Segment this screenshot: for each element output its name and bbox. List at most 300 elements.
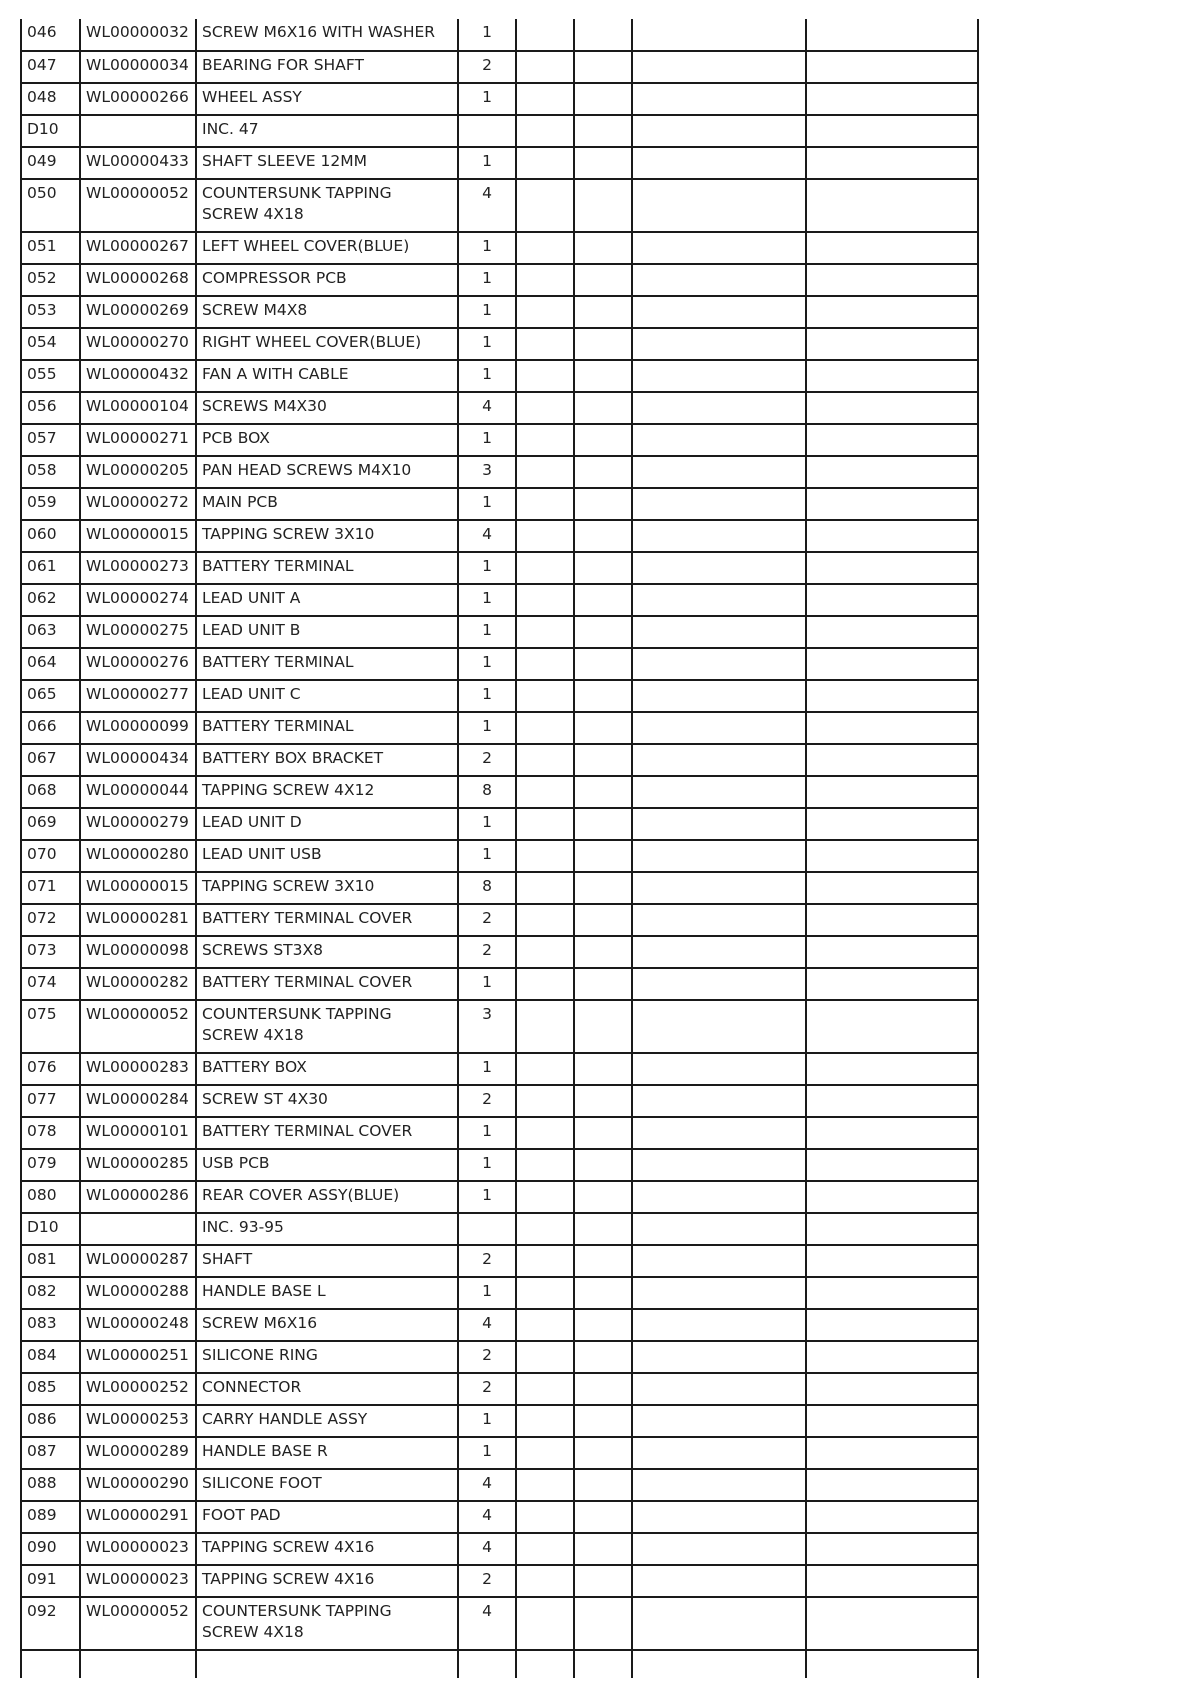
cell-desc-text: REAR COVER ASSY(BLUE) bbox=[202, 1186, 400, 1204]
cell-no: 089 bbox=[21, 1501, 80, 1533]
cell-desc bbox=[196, 179, 458, 232]
cell-empty bbox=[806, 744, 978, 776]
cell-desc-text: CARRY HANDLE ASSY bbox=[202, 1410, 368, 1428]
cell-code: WL00000266 bbox=[80, 83, 196, 115]
cell-code: WL00000271 bbox=[80, 424, 196, 456]
cell-desc-text: COUNTERSUNK TAPPING SCREW 4X18 bbox=[202, 1602, 392, 1641]
cell-empty bbox=[574, 1469, 632, 1501]
cell-empty bbox=[516, 1469, 574, 1501]
cell-empty bbox=[574, 808, 632, 840]
cell-no: 079 bbox=[21, 1149, 80, 1181]
cell-qty: 4 bbox=[458, 520, 516, 552]
table-row bbox=[21, 1213, 978, 1245]
cell-empty bbox=[574, 904, 632, 936]
table-row bbox=[21, 552, 978, 584]
cell-desc-text: LEFT WHEEL COVER(BLUE) bbox=[202, 237, 410, 255]
cell-code: WL00000252 bbox=[80, 1373, 196, 1405]
cell-code: WL00000288 bbox=[80, 1277, 196, 1309]
cell-no: 056 bbox=[21, 392, 80, 424]
cell-no: 073 bbox=[21, 936, 80, 968]
cell-empty bbox=[632, 328, 806, 360]
cell-empty bbox=[806, 1085, 978, 1117]
cell-qty: 2 bbox=[458, 744, 516, 776]
cell-empty bbox=[806, 1245, 978, 1277]
table-row bbox=[21, 179, 978, 232]
cell-qty: 2 bbox=[458, 1565, 516, 1597]
cell-code: WL00000279 bbox=[80, 808, 196, 840]
cell-qty: 1 bbox=[458, 264, 516, 296]
cell-desc-text: HANDLE BASE R bbox=[202, 1442, 328, 1460]
cell-empty bbox=[574, 392, 632, 424]
table-row bbox=[21, 488, 978, 520]
cell-empty bbox=[516, 83, 574, 115]
cell-desc-text: SCREW M6X16 WITH WASHER bbox=[202, 23, 436, 41]
cell-empty bbox=[806, 179, 978, 232]
cell-empty bbox=[632, 83, 806, 115]
cell-empty bbox=[516, 1245, 574, 1277]
cell-desc-text: TAPPING SCREW 3X10 bbox=[202, 877, 375, 895]
cell-empty bbox=[632, 1565, 806, 1597]
cell-empty bbox=[806, 1650, 978, 1678]
cell-empty bbox=[516, 19, 574, 51]
cell-empty bbox=[632, 1597, 806, 1650]
cell-qty: 1 bbox=[458, 840, 516, 872]
cell-empty bbox=[632, 296, 806, 328]
cell-qty: 3 bbox=[458, 456, 516, 488]
cell-code: WL00000277 bbox=[80, 680, 196, 712]
cell-code: WL00000044 bbox=[80, 776, 196, 808]
cell-qty: 2 bbox=[458, 936, 516, 968]
cell-desc-text: WHEEL ASSY bbox=[202, 88, 302, 106]
cell-code bbox=[80, 115, 196, 147]
cell-code: WL00000248 bbox=[80, 1309, 196, 1341]
cell-empty bbox=[516, 968, 574, 1000]
cell-code: WL00000432 bbox=[80, 360, 196, 392]
cell-empty bbox=[632, 1341, 806, 1373]
cell-empty bbox=[516, 1533, 574, 1565]
cell-empty bbox=[806, 83, 978, 115]
table-row bbox=[21, 424, 978, 456]
cell-empty bbox=[632, 19, 806, 51]
cell-desc-text: SCREW M4X8 bbox=[202, 301, 308, 319]
cell-empty bbox=[806, 424, 978, 456]
cell-desc bbox=[196, 520, 458, 552]
cell-desc-text: LEAD UNIT A bbox=[202, 589, 301, 607]
table-row bbox=[21, 296, 978, 328]
cell-empty bbox=[806, 296, 978, 328]
cell-empty bbox=[806, 115, 978, 147]
cell-empty bbox=[806, 712, 978, 744]
cell-empty bbox=[516, 392, 574, 424]
cell-empty bbox=[574, 1117, 632, 1149]
cell-desc bbox=[196, 51, 458, 83]
cell-code: WL00000283 bbox=[80, 1053, 196, 1085]
cell-code: WL00000015 bbox=[80, 872, 196, 904]
cell-no: 074 bbox=[21, 968, 80, 1000]
cell-empty bbox=[516, 1373, 574, 1405]
table-row bbox=[21, 1565, 978, 1597]
cell-empty bbox=[574, 1597, 632, 1650]
cell-empty bbox=[574, 872, 632, 904]
cell-code: WL00000275 bbox=[80, 616, 196, 648]
cell-empty bbox=[574, 1000, 632, 1053]
cell-empty bbox=[574, 179, 632, 232]
cell-empty bbox=[806, 808, 978, 840]
cell-desc-text: COUNTERSUNK TAPPING SCREW 4X18 bbox=[202, 184, 392, 223]
cell-empty bbox=[516, 776, 574, 808]
cell-no: 075 bbox=[21, 1000, 80, 1053]
cell-desc-text: SHAFT SLEEVE 12MM bbox=[202, 152, 367, 170]
cell-desc-text: SCREW ST 4X30 bbox=[202, 1090, 328, 1108]
cell-empty bbox=[574, 968, 632, 1000]
cell-empty bbox=[574, 456, 632, 488]
cell-desc bbox=[196, 1597, 458, 1650]
cell-no: 088 bbox=[21, 1469, 80, 1501]
cell-desc bbox=[196, 392, 458, 424]
cell-desc bbox=[196, 616, 458, 648]
cell-empty bbox=[574, 1565, 632, 1597]
cell-desc bbox=[196, 232, 458, 264]
cell-empty bbox=[806, 147, 978, 179]
cell-empty bbox=[632, 840, 806, 872]
cell-desc-text: SHAFT bbox=[202, 1250, 253, 1268]
table-row bbox=[21, 1245, 978, 1277]
cell-empty bbox=[806, 1181, 978, 1213]
cell-empty bbox=[632, 264, 806, 296]
cell-desc-text: RIGHT WHEEL COVER(BLUE) bbox=[202, 333, 422, 351]
cell-empty bbox=[806, 51, 978, 83]
table-row bbox=[21, 1149, 978, 1181]
cell-empty bbox=[806, 1309, 978, 1341]
cell-empty bbox=[574, 424, 632, 456]
cell-no: 076 bbox=[21, 1053, 80, 1085]
cell-desc bbox=[196, 680, 458, 712]
cell-no: 085 bbox=[21, 1373, 80, 1405]
cell-no: 083 bbox=[21, 1309, 80, 1341]
cell-desc-text: BATTERY TERMINAL COVER bbox=[202, 1122, 413, 1140]
cell-qty: 1 bbox=[458, 328, 516, 360]
cell-qty: 1 bbox=[458, 808, 516, 840]
table-row bbox=[21, 1117, 978, 1149]
cell-empty bbox=[632, 552, 806, 584]
cell-desc bbox=[196, 1533, 458, 1565]
cell-desc bbox=[196, 1000, 458, 1053]
cell-empty bbox=[516, 456, 574, 488]
table-row bbox=[21, 1053, 978, 1085]
cell-empty bbox=[516, 1501, 574, 1533]
cell-empty bbox=[806, 904, 978, 936]
cell-desc bbox=[196, 328, 458, 360]
table-row bbox=[21, 1341, 978, 1373]
cell-no: 055 bbox=[21, 360, 80, 392]
table-row bbox=[21, 520, 978, 552]
cell-desc-text: BATTERY TERMINAL bbox=[202, 717, 354, 735]
cell-empty bbox=[458, 1650, 516, 1678]
cell-desc-text: MAIN PCB bbox=[202, 493, 278, 511]
cell-no: 078 bbox=[21, 1117, 80, 1149]
cell-empty bbox=[806, 1405, 978, 1437]
cell-empty bbox=[806, 1341, 978, 1373]
cell-qty: 4 bbox=[458, 1597, 516, 1650]
table-row bbox=[21, 392, 978, 424]
cell-empty bbox=[806, 1501, 978, 1533]
cell-desc bbox=[196, 360, 458, 392]
cell-qty bbox=[458, 1213, 516, 1245]
cell-desc-text: FOOT PAD bbox=[202, 1506, 281, 1524]
cell-desc-text: TAPPING SCREW 4X12 bbox=[202, 781, 375, 799]
cell-desc-text: BATTERY TERMINAL COVER bbox=[202, 909, 413, 927]
cell-qty: 4 bbox=[458, 179, 516, 232]
cell-desc-text: BATTERY BOX bbox=[202, 1058, 307, 1076]
cell-qty: 1 bbox=[458, 552, 516, 584]
cell-empty bbox=[632, 1469, 806, 1501]
cell-empty bbox=[574, 51, 632, 83]
cell-no: 066 bbox=[21, 712, 80, 744]
cell-no: 081 bbox=[21, 1245, 80, 1277]
cell-empty bbox=[806, 776, 978, 808]
table-row bbox=[21, 1277, 978, 1309]
cell-code: WL00000274 bbox=[80, 584, 196, 616]
cell-empty bbox=[806, 1565, 978, 1597]
cell-desc bbox=[196, 1277, 458, 1309]
cell-desc-text: SCREWS ST3X8 bbox=[202, 941, 323, 959]
cell-no: 072 bbox=[21, 904, 80, 936]
cell-no: 054 bbox=[21, 328, 80, 360]
cell-empty bbox=[806, 456, 978, 488]
table-row bbox=[21, 744, 978, 776]
cell-no: 053 bbox=[21, 296, 80, 328]
cell-empty bbox=[632, 712, 806, 744]
cell-empty bbox=[632, 1533, 806, 1565]
cell-empty bbox=[516, 1117, 574, 1149]
cell-qty: 1 bbox=[458, 424, 516, 456]
cell-empty bbox=[574, 19, 632, 51]
cell-empty bbox=[574, 1277, 632, 1309]
cell-desc bbox=[196, 936, 458, 968]
cell-empty bbox=[632, 51, 806, 83]
cell-desc bbox=[196, 872, 458, 904]
cell-code: WL00000287 bbox=[80, 1245, 196, 1277]
cell-empty bbox=[516, 520, 574, 552]
cell-empty bbox=[632, 232, 806, 264]
cell-empty bbox=[632, 1149, 806, 1181]
cell-empty bbox=[516, 584, 574, 616]
cell-code: WL00000098 bbox=[80, 936, 196, 968]
cell-empty bbox=[632, 968, 806, 1000]
table-row bbox=[21, 1181, 978, 1213]
cell-desc-text: TAPPING SCREW 4X16 bbox=[202, 1538, 375, 1556]
table-row bbox=[21, 904, 978, 936]
cell-code: WL00000433 bbox=[80, 147, 196, 179]
cell-empty bbox=[574, 1213, 632, 1245]
cell-no: 058 bbox=[21, 456, 80, 488]
cell-code: WL00000251 bbox=[80, 1341, 196, 1373]
cell-empty bbox=[516, 904, 574, 936]
cell-code: WL00000101 bbox=[80, 1117, 196, 1149]
cell-empty bbox=[632, 488, 806, 520]
cell-code: WL00000282 bbox=[80, 968, 196, 1000]
cell-empty bbox=[632, 115, 806, 147]
cell-no: 049 bbox=[21, 147, 80, 179]
cell-empty bbox=[632, 179, 806, 232]
cell-desc-text: LEAD UNIT USB bbox=[202, 845, 322, 863]
cell-empty bbox=[574, 360, 632, 392]
cell-empty bbox=[574, 115, 632, 147]
cell-empty bbox=[516, 1437, 574, 1469]
cell-desc bbox=[196, 1469, 458, 1501]
cell-desc bbox=[196, 1213, 458, 1245]
cell-empty bbox=[632, 680, 806, 712]
cell-desc bbox=[196, 904, 458, 936]
table-row bbox=[21, 584, 978, 616]
cell-desc bbox=[196, 296, 458, 328]
cell-desc-text: HANDLE BASE L bbox=[202, 1282, 326, 1300]
cell-desc-text: COMPRESSOR PCB bbox=[202, 269, 347, 287]
cell-desc-text: PAN HEAD SCREWS M4X10 bbox=[202, 461, 412, 479]
cell-empty bbox=[632, 360, 806, 392]
table-row bbox=[21, 712, 978, 744]
cell-empty bbox=[806, 1373, 978, 1405]
cell-qty: 1 bbox=[458, 232, 516, 264]
cell-empty bbox=[806, 616, 978, 648]
cell-empty bbox=[632, 1650, 806, 1678]
cell-desc bbox=[196, 83, 458, 115]
cell-empty bbox=[806, 1597, 978, 1650]
cell-empty bbox=[516, 808, 574, 840]
cell-desc-text: BATTERY TERMINAL bbox=[202, 557, 354, 575]
cell-empty bbox=[632, 147, 806, 179]
cell-no: 086 bbox=[21, 1405, 80, 1437]
cell-empty bbox=[574, 1437, 632, 1469]
cell-empty bbox=[574, 488, 632, 520]
cell-empty bbox=[574, 296, 632, 328]
cell-desc bbox=[196, 1181, 458, 1213]
table-row bbox=[21, 1000, 978, 1053]
cell-qty: 1 bbox=[458, 360, 516, 392]
cell-no: 080 bbox=[21, 1181, 80, 1213]
cell-code: WL00000286 bbox=[80, 1181, 196, 1213]
table-row bbox=[21, 232, 978, 264]
cell-qty: 1 bbox=[458, 616, 516, 648]
table-row bbox=[21, 1501, 978, 1533]
table-row bbox=[21, 1597, 978, 1650]
table-row bbox=[21, 19, 978, 51]
cell-empty bbox=[806, 392, 978, 424]
cell-code: WL00000104 bbox=[80, 392, 196, 424]
cell-desc bbox=[196, 776, 458, 808]
cell-empty bbox=[516, 712, 574, 744]
cell-no: 065 bbox=[21, 680, 80, 712]
cell-qty: 4 bbox=[458, 1309, 516, 1341]
cell-empty bbox=[574, 1085, 632, 1117]
cell-no: 060 bbox=[21, 520, 80, 552]
cell-qty: 1 bbox=[458, 584, 516, 616]
cell-empty bbox=[632, 1373, 806, 1405]
cell-empty bbox=[632, 456, 806, 488]
cell-code: WL00000034 bbox=[80, 51, 196, 83]
cell-empty bbox=[574, 1309, 632, 1341]
cell-no: 050 bbox=[21, 179, 80, 232]
cell-desc bbox=[196, 424, 458, 456]
cell-desc bbox=[196, 264, 458, 296]
cell-no: 063 bbox=[21, 616, 80, 648]
cell-empty bbox=[806, 1277, 978, 1309]
table-row bbox=[21, 1085, 978, 1117]
cell-code: WL00000267 bbox=[80, 232, 196, 264]
cell-no: 082 bbox=[21, 1277, 80, 1309]
cell-empty bbox=[632, 1277, 806, 1309]
cell-empty bbox=[516, 296, 574, 328]
cell-qty: 1 bbox=[458, 648, 516, 680]
cell-no: 048 bbox=[21, 83, 80, 115]
cell-no: 057 bbox=[21, 424, 80, 456]
cell-no: 091 bbox=[21, 1565, 80, 1597]
cell-code: WL00000052 bbox=[80, 1000, 196, 1053]
cell-empty bbox=[806, 872, 978, 904]
cell-empty bbox=[806, 19, 978, 51]
cell-desc-text: PCB BOX bbox=[202, 429, 270, 447]
table-row bbox=[21, 680, 978, 712]
cell-qty: 2 bbox=[458, 904, 516, 936]
cell-desc-text: LEAD UNIT C bbox=[202, 685, 301, 703]
table-row bbox=[21, 328, 978, 360]
table-row bbox=[21, 1309, 978, 1341]
cell-desc-text: COUNTERSUNK TAPPING SCREW 4X18 bbox=[202, 1005, 392, 1044]
cell-empty bbox=[574, 1181, 632, 1213]
cell-code: WL00000023 bbox=[80, 1533, 196, 1565]
table-row bbox=[21, 808, 978, 840]
cell-qty: 2 bbox=[458, 1085, 516, 1117]
cell-desc bbox=[196, 488, 458, 520]
cell-empty bbox=[806, 968, 978, 1000]
cell-empty bbox=[516, 1341, 574, 1373]
cell-qty: 1 bbox=[458, 1277, 516, 1309]
cell-empty bbox=[632, 1405, 806, 1437]
cell-desc bbox=[196, 1085, 458, 1117]
cell-code: WL00000023 bbox=[80, 1565, 196, 1597]
cell-no: 051 bbox=[21, 232, 80, 264]
cell-desc bbox=[196, 1437, 458, 1469]
cell-empty bbox=[574, 648, 632, 680]
cell-empty bbox=[574, 1501, 632, 1533]
cell-qty: 1 bbox=[458, 1117, 516, 1149]
cell-no: 062 bbox=[21, 584, 80, 616]
cell-empty bbox=[574, 1245, 632, 1277]
cell-desc bbox=[196, 1501, 458, 1533]
cell-empty bbox=[516, 147, 574, 179]
cell-empty bbox=[574, 584, 632, 616]
cell-desc-text: BATTERY TERMINAL bbox=[202, 653, 354, 671]
cell-code: WL00000268 bbox=[80, 264, 196, 296]
cell-empty bbox=[806, 1213, 978, 1245]
cell-empty bbox=[574, 520, 632, 552]
table-row-empty bbox=[21, 1650, 978, 1678]
cell-empty bbox=[806, 264, 978, 296]
cell-desc bbox=[196, 456, 458, 488]
cell-empty bbox=[516, 232, 574, 264]
cell-empty bbox=[632, 424, 806, 456]
cell-no: 087 bbox=[21, 1437, 80, 1469]
cell-desc-text: SCREWS M4X30 bbox=[202, 397, 327, 415]
cell-qty: 1 bbox=[458, 712, 516, 744]
cell-desc-text: TAPPING SCREW 3X10 bbox=[202, 525, 375, 543]
cell-empty bbox=[574, 552, 632, 584]
cell-qty bbox=[458, 115, 516, 147]
cell-empty bbox=[806, 488, 978, 520]
cell-empty bbox=[516, 936, 574, 968]
cell-empty bbox=[574, 936, 632, 968]
cell-desc-text: INC. 47 bbox=[202, 120, 259, 138]
